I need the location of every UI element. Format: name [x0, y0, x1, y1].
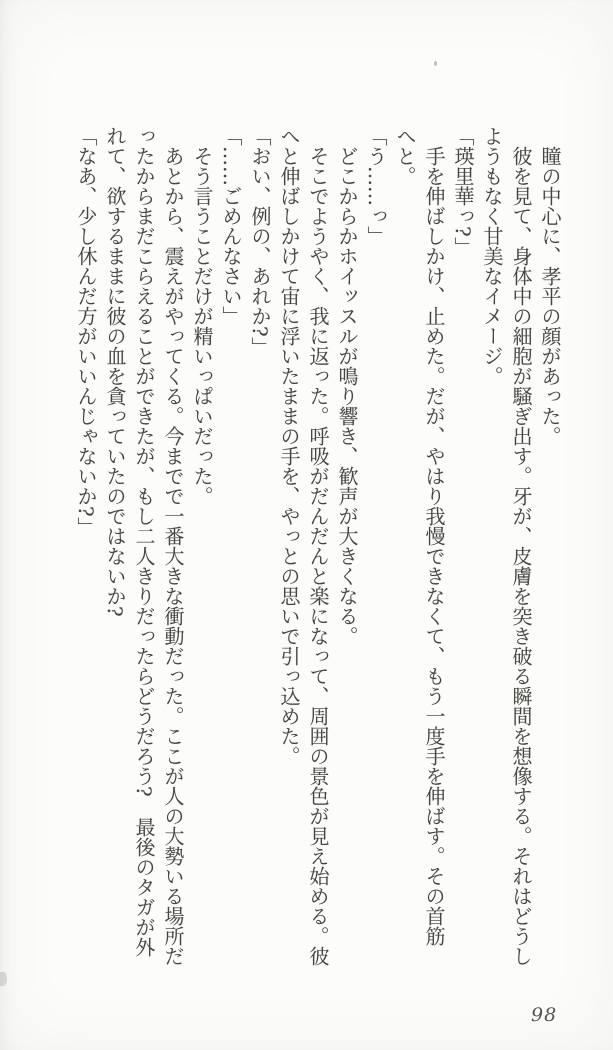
text-column: そこでようやく、我に返った。呼吸がだんだんと楽になって、周囲の景色が見え始める。彼 — [306, 146, 330, 966]
text-column: 彼を見て、身体中の細胞が騒ぎ出す。牙が、皮膚を突き破る瞬間を想像する。それはどうし — [509, 146, 533, 966]
text-column: ようもなく甘美なイメージ。 — [480, 126, 504, 386]
text-column: へと。 — [393, 126, 417, 186]
text-block — [71, 126, 564, 972]
text-column: ったからまだこらえることができたが、もし二人きりだったらどうだろう? 最後のタガが外 — [132, 126, 156, 957]
text-column: あとから、震えがやってくる。今までで一番大きな衝動だった。ここが人の大勢いる場所だ — [161, 146, 185, 966]
text-column: 手を伸ばしかけ、止めた。だが、やはり我慢できなくて、もう一度手を伸ばす。その首筋 — [422, 146, 446, 946]
text-column: そう言うことだけが精いっぱいだった。 — [190, 146, 214, 506]
text-column: 「おい、例の、あれか?」 — [248, 126, 272, 357]
dust-speck — [434, 61, 437, 66]
text-column: 瞳の中心に、孝平の顔があった。 — [538, 146, 562, 446]
text-column: 「なあ、少し休んだ方がいいんじゃないか?」 — [74, 126, 98, 537]
text-column: れて、欲するままに彼の血を貪っていたのではないか? — [103, 126, 127, 617]
text-column: 「瑛里華っ?」 — [451, 126, 475, 257]
text-column: へと伸ばしかけて宙に浮いたままの手を、やっとの思いで引っ込めた。 — [277, 126, 301, 766]
text-column: 「……ごめんなさい」 — [219, 126, 243, 326]
text-column: 「う……っ」 — [364, 126, 388, 246]
scan-edge-smudge — [0, 972, 7, 986]
page-number: 98 — [531, 1004, 558, 1026]
text-column: どこからかホイッスルが鳴り響き、歓声が大きくなる。 — [335, 146, 359, 646]
